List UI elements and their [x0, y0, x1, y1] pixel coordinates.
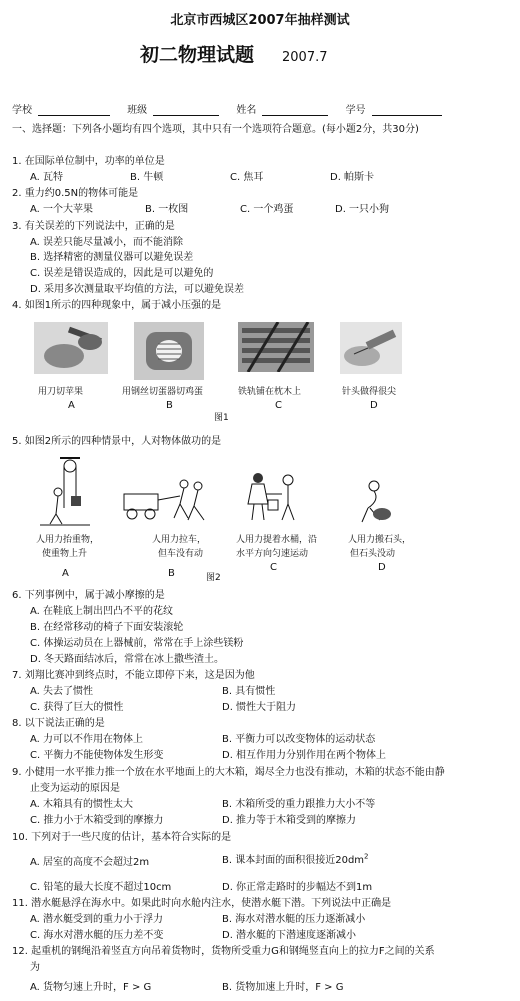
q6-option-c: C. 体操运动员在上器械前，常常在手上涂些镁粉 [30, 638, 244, 649]
field-school-label: 学校 [12, 105, 32, 116]
q6-option-d: D. 冬天路面结冰后，常常在冰上撒些渣土。 [30, 654, 225, 665]
figure2-lifting-stone-drawing [354, 480, 394, 524]
figure2-caption-a-line2: 使重物上升 [42, 549, 88, 559]
exam-date: 2007.7 [282, 50, 328, 65]
q10-option-b-text: B. 课本封面的面积很接近20dm [222, 855, 365, 866]
q8-option-d: D. 相互作用力分别作用在两个物体上 [222, 750, 387, 761]
figure2-caption-d-line2: 但石头没动 [350, 549, 396, 559]
q10-option-d: D. 你正常走路时的步幅达不到1m [222, 882, 373, 893]
q1-option-c: C. 焦耳 [230, 172, 264, 183]
q8-stem: 8. 以下说法正确的是 [12, 718, 105, 729]
q7-option-d: D. 惯性大于阻力 [222, 702, 297, 713]
figure2-caption-c-line2: 水平方向匀速运动 [236, 549, 309, 559]
q12-option-a: A. 货物匀速上升时，F > G [30, 982, 152, 993]
figure2-caption-b-line2: 但车没有动 [158, 549, 204, 559]
q2-option-c: C. 一个鸡蛋 [240, 204, 294, 215]
q10-option-b [222, 851, 369, 866]
figure1-rail-sleepers-photo [238, 322, 314, 372]
field-id-blank [372, 105, 442, 116]
figure1-letter-b: B [166, 400, 173, 411]
q11-option-b: B. 海水对潜水艇的压力逐渐减小 [222, 914, 366, 925]
q3-option-a: A. 误差只能尽量减小，而不能消除 [30, 237, 184, 248]
q10-option-c: C. 铅笔的最大长度不超过10cm [30, 882, 172, 893]
subject-title: 初二物理试题 [140, 44, 255, 66]
figure2-carrying-bucket-drawing [238, 470, 308, 526]
figure2-pulley-drawing [40, 456, 92, 526]
figure2-letter-a: A [62, 568, 69, 579]
q11-option-c: C. 海水对潜水艇的压力差不变 [30, 930, 164, 941]
q7-stem: 7. 刘翔比赛冲到终点时，不能立即停下来，这是因为他 [12, 670, 255, 681]
q11-stem: 11. 潜水艇悬浮在海水中。如果此时向水舱内注水，使潜水艇下潜。下列说法中正确是 [12, 898, 392, 909]
figure2-caption-b-line1: 人用力拉车， [152, 535, 207, 545]
q8-option-b: B. 平衡力可以改变物体的运动状态 [222, 734, 376, 745]
q1-option-a: A. 瓦特 [30, 172, 64, 183]
q8-option-a: A. 力可以不作用在物体上 [30, 734, 144, 745]
q12-stem: 12. 起重机的钢绳沿着竖直方向吊着货物时，货物所受重力G和钢绳竖直向上的拉力F之间的关系 [12, 946, 435, 957]
figure1-letter-d: D [370, 400, 378, 411]
figure2-label: 图2 [206, 573, 221, 583]
field-school-blank [38, 105, 110, 116]
field-id-label: 学号 [345, 105, 366, 116]
q9-stem: 9. 小健用一水平推力推一个放在水平地面上的大木箱，竭尽全力也没有推动，木箱的状态不能由静 [12, 767, 445, 778]
q3-option-c: C. 误差是错误造成的，因此是可以避免的 [30, 268, 214, 279]
q1-option-b: B. 牛顿 [130, 172, 164, 183]
q2-option-b: B. 一枚图 [145, 204, 189, 215]
q11-option-d: D. 潜水艇的下潜速度逐渐减小 [222, 930, 357, 941]
q3-option-d: D. 采用多次测量取平均值的方法，可以避免误差 [30, 284, 245, 295]
q2-option-d: D. 一只小狗 [335, 204, 390, 215]
figure1-label: 图1 [214, 413, 229, 423]
q4-stem: 4. 如图1所示的四种现象中，属于减小压强的是 [12, 300, 222, 311]
section-heading: 一、选择题：下列各小题均有四个选项，其中只有一个选项符合题意。(每小题2分，共30分) [12, 124, 419, 135]
figure1-caption-d: 针头做得很尖 [342, 387, 397, 397]
q6-option-a: A. 在鞋底上制出凹凸不平的花纹 [30, 606, 174, 617]
student-info-fields [12, 101, 512, 116]
q11-option-a: A. 潜水艇受到的重力小于浮力 [30, 914, 164, 925]
figure2-caption-c-line1: 人用力提着水桶，沿 [236, 535, 318, 545]
q9-option-c: C. 推力小于木箱受到的摩擦力 [30, 815, 164, 826]
figure2-caption-d-line1: 人用力搬石头， [348, 535, 412, 545]
figure1-letter-a: A [68, 400, 75, 411]
field-class-blank [153, 105, 219, 116]
field-name-blank [262, 105, 328, 116]
q7-option-c: C. 获得了巨大的惯性 [30, 702, 124, 713]
q7-option-a: A. 失去了惯性 [30, 686, 94, 697]
q3-stem: 3. 有关误差的下列说法中，正确的是 [12, 221, 175, 232]
exam-title: 北京市西城区2007年抽样测试 [170, 13, 350, 28]
field-name-label: 姓名 [236, 105, 257, 116]
figure2-pulling-cart-drawing [118, 474, 214, 524]
q12-stem-continued: 为 [30, 962, 40, 973]
figure1-caption-b: 用钢丝切蛋器切鸡蛋 [122, 387, 204, 397]
figure2-letter-c: C [270, 562, 277, 573]
q12-option-b: B. 货物加速上升时，F > G [222, 982, 344, 993]
q8-option-c: C. 平衡力不能使物体发生形变 [30, 750, 164, 761]
figure1-egg-slicer-photo [134, 322, 204, 380]
q1-stem: 1. 在国际单位制中，功率的单位是 [12, 156, 165, 167]
figure1-letter-c: C [275, 400, 282, 411]
q3-option-b: B. 选择精密的测量仪器可以避免误差 [30, 252, 194, 263]
figure1-caption-a: 用刀切苹果 [38, 387, 84, 397]
q6-option-b: B. 在经常移动的椅子下面安装滚轮 [30, 622, 184, 633]
figure1-caption-c: 铁轨铺在枕木上 [238, 387, 302, 397]
q9-option-d: D. 推力等于木箱受到的摩擦力 [222, 815, 357, 826]
figure2-caption-a-line1: 人用力抬重物， [36, 535, 100, 545]
q7-option-b: B. 具有惯性 [222, 686, 276, 697]
figure2-letter-b: B [168, 568, 175, 579]
q2-stem: 2. 重力约0.5N的物体可能是 [12, 188, 139, 199]
q2-option-a: A. 一个大苹果 [30, 204, 94, 215]
figure2-letter-d: D [378, 562, 386, 573]
q10-option-b-exponent: 2 [364, 852, 369, 861]
q10-stem: 10. 下列对于一些尺度的估计，基本符合实际的是 [12, 832, 232, 843]
q6-stem: 6. 下列事例中，属于减小摩擦的是 [12, 590, 165, 601]
exam-subject [140, 40, 400, 67]
q10-option-a: A. 居室的高度不会超过2m [30, 857, 150, 868]
figure1-needle-photo [340, 322, 402, 374]
q9-stem-continued: 止变为运动的原因是 [30, 783, 120, 794]
q5-stem: 5. 如图2所示的四种情景中，人对物体做功的是 [12, 436, 222, 447]
figure1-apple-cutting-photo [34, 322, 108, 374]
q9-option-a: A. 木箱具有的惯性太大 [30, 799, 134, 810]
q9-option-b: B. 木箱所受的重力跟推力大小不等 [222, 799, 376, 810]
field-class-label: 班级 [127, 105, 148, 116]
q1-option-d: D. 帕斯卡 [330, 172, 375, 183]
